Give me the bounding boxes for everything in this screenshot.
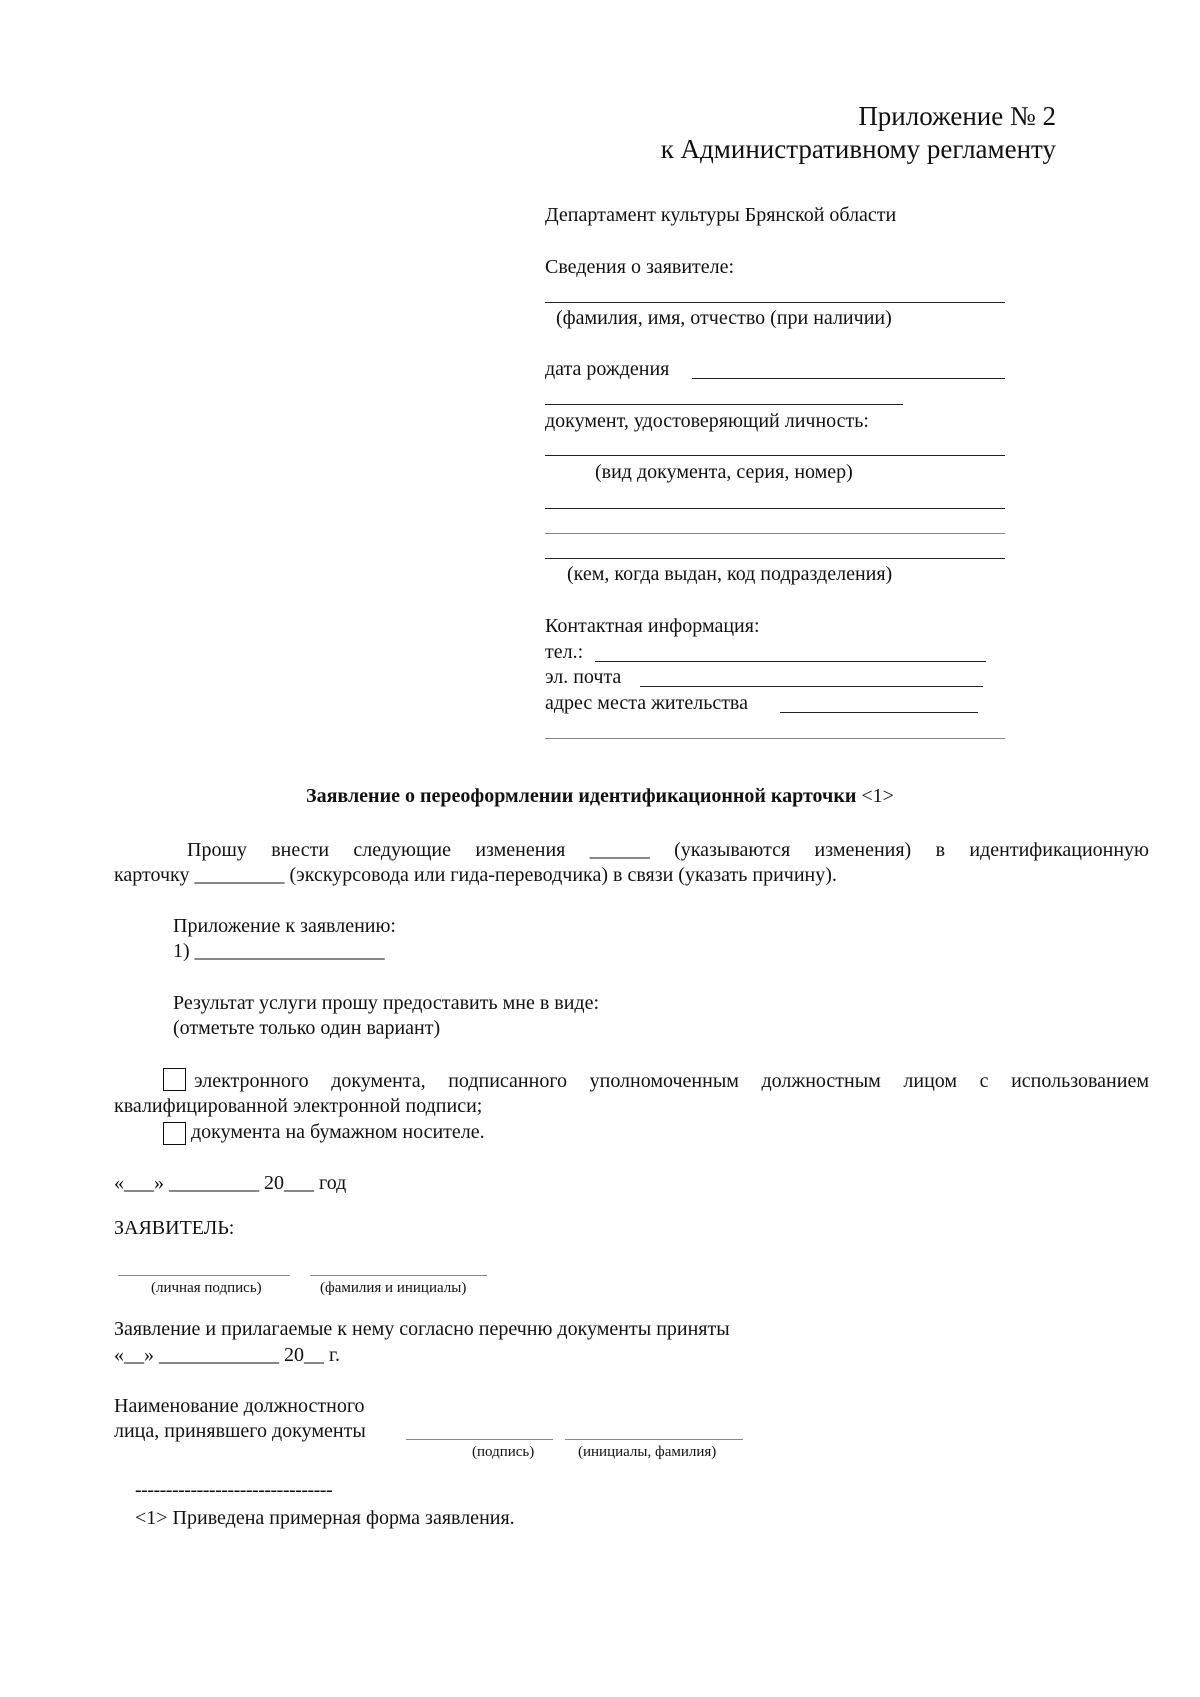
official-name-caption: (инициалы, фамилия) <box>578 1444 717 1460</box>
recipient: Департамент культуры Брянской области <box>545 204 897 226</box>
footnote-separator: -------------------------------- <box>135 1479 333 1501</box>
statement-footnote-ref: <1> <box>861 785 894 807</box>
address-field-line[interactable] <box>780 712 978 713</box>
document-caption: (вид документа, серия, номер) <box>595 461 853 483</box>
email-label: эл. почта <box>545 666 622 688</box>
id-document-label: документ, удостоверяющий личность: <box>545 410 869 432</box>
option-electronic-line-2: квалифицированной электронной подписи; <box>114 1095 483 1117</box>
option-paper-label: документа на бумажном носителе. <box>191 1121 485 1143</box>
address-label: адрес места жительства <box>545 692 748 714</box>
official-name-line[interactable] <box>565 1439 743 1440</box>
applicant-signature-caption: (личная подпись) <box>151 1280 262 1296</box>
applicant-name-line[interactable] <box>310 1275 487 1276</box>
address-extra-line[interactable] <box>545 738 1005 739</box>
issued-field-line-3[interactable] <box>545 558 1005 559</box>
application-date: «___» _________ 20___ год <box>114 1172 347 1194</box>
applicant-name-caption: (фамилия и инициалы) <box>320 1280 467 1296</box>
email-field-line[interactable] <box>640 686 983 687</box>
official-signature-caption: (подпись) <box>472 1444 535 1460</box>
statement-body-line-1: Прошу внести следующие изменения ______ (указываются изменения) в идентификационную <box>187 839 1149 861</box>
applicant-signature-line[interactable] <box>118 1275 290 1276</box>
id-document-field-line[interactable] <box>545 455 1005 456</box>
appendix-title: Приложение № 2 <box>858 101 1056 131</box>
official-signature-line[interactable] <box>406 1439 553 1440</box>
result-title: Результат услуги прошу предоставить мне в виде: <box>173 992 600 1014</box>
statement-title <box>0 784 1200 808</box>
attachments-title: Приложение к заявлению: <box>173 915 396 937</box>
footnote-text: <1> Приведена примерная форма заявления. <box>135 1507 515 1529</box>
issued-field-line-2[interactable] <box>545 533 1005 534</box>
issued-caption: (кем, когда выдан, код подразделения) <box>567 563 893 585</box>
birth-date-label: дата рождения <box>545 358 670 380</box>
contact-title: Контактная информация: <box>545 615 760 637</box>
phone-label: тел.: <box>545 641 584 663</box>
birth-date-extra-line[interactable] <box>545 404 903 405</box>
acceptance-date: «__» ____________ 20__ г. <box>114 1344 340 1366</box>
option-electronic-line-1: электронного документа, подписанного уполномоченным должностным лицом с использованием <box>194 1070 1149 1092</box>
attachment-item-1: 1) ___________________ <box>173 940 385 962</box>
acceptance-text: Заявление и прилагаемые к нему согласно перечню документы приняты <box>114 1318 730 1340</box>
electronic-document-checkbox[interactable] <box>163 1068 186 1091</box>
statement-title-text: Заявление о переоформлении идентификационной карточки <box>306 785 857 807</box>
paper-document-checkbox[interactable] <box>163 1122 186 1145</box>
statement-body-line-2: карточку _________ (экскурсовода или гида-переводчика) в связи (указать причину). <box>114 864 837 886</box>
phone-field-line[interactable] <box>595 661 986 662</box>
result-note: (отметьте только один вариант) <box>173 1017 441 1039</box>
official-title-line-2: лица, принявшего документы <box>114 1420 366 1442</box>
name-caption: (фамилия, имя, отчество (при наличии) <box>556 307 892 329</box>
regulation-title: к Административному регламенту <box>660 134 1056 164</box>
issued-field-line-1[interactable] <box>545 508 1005 509</box>
birth-date-field-line[interactable] <box>692 378 1005 379</box>
name-field-line[interactable] <box>545 302 1005 303</box>
applicant-label: ЗАЯВИТЕЛЬ: <box>114 1217 235 1239</box>
official-title-line-1: Наименование должностного <box>114 1395 365 1417</box>
applicant-title: Сведения о заявителе: <box>545 256 735 278</box>
